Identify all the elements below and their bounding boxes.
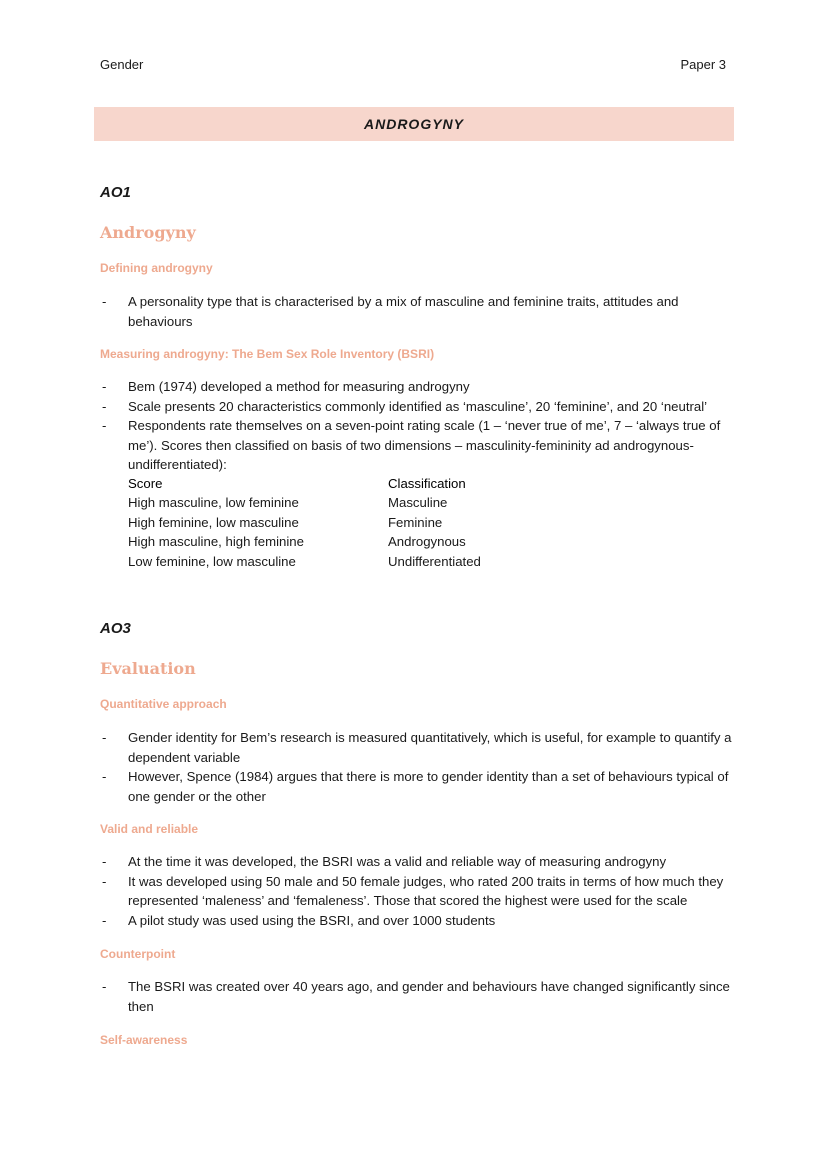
ao3-label: AO3 bbox=[100, 620, 131, 637]
bullet-list-counterpoint bbox=[100, 977, 740, 1016]
bullet-marker: - bbox=[102, 769, 107, 784]
bullet-marker: - bbox=[102, 873, 107, 889]
bullet-marker: - bbox=[102, 418, 107, 433]
table-header-score: Score bbox=[128, 476, 163, 491]
table-cell-score: High masculine, high feminine bbox=[128, 534, 304, 550]
table-cell-score: High feminine, low masculine bbox=[128, 514, 299, 530]
list-item: - A personality type that is characterised by a mix of masculine and feminine traits, attitudes and behaviours bbox=[102, 294, 679, 329]
ao1-heading: Androgyny bbox=[100, 223, 196, 242]
section-title-counterpoint: Counterpoint bbox=[100, 947, 176, 961]
title-banner bbox=[94, 107, 734, 141]
bullet-list-measuring bbox=[100, 377, 740, 475]
bullet-marker: - bbox=[102, 854, 107, 869]
list-item: - Respondents rate themselves on a seven-point rating scale (1 – ‘never true of me’, 7 – ‘always true of me’). Scores then classified on basis of two dimensions – masculinity-femininity ad androgynous-undifferentiated): bbox=[102, 418, 721, 472]
table-cell-score: Low feminine, low masculine bbox=[128, 553, 296, 569]
bullet-marker: - bbox=[102, 979, 107, 994]
list-item: - At the time it was developed, the BSRI was a valid and reliable way of measuring androgyny bbox=[100, 852, 740, 872]
table-row bbox=[128, 532, 481, 551]
table-row bbox=[128, 513, 481, 532]
ao3-heading: Evaluation bbox=[100, 659, 196, 678]
page-title: ANDROGYNY bbox=[363, 116, 464, 132]
section-title-valid: Valid and reliable bbox=[100, 822, 199, 836]
classification-table bbox=[128, 474, 481, 571]
bullet-list-defining bbox=[100, 292, 740, 331]
table-row bbox=[128, 552, 481, 571]
bullet-marker: - bbox=[102, 294, 107, 309]
table-cell-classification: Feminine bbox=[388, 514, 443, 530]
list-item: - However, Spence (1984) argues that there is more to gender identity than a set of behaviours typical of one gender or the other bbox=[102, 769, 729, 804]
table-cell-classification: Undifferentiated bbox=[388, 553, 481, 569]
bullet-marker: - bbox=[102, 912, 107, 928]
table-header-row bbox=[128, 474, 481, 493]
list-item: - The BSRI was created over 40 years ago, and gender and behaviours have changed significantly since then bbox=[102, 979, 730, 1014]
table-header-classification: Classification bbox=[388, 476, 466, 491]
bullet-list-quantitative bbox=[100, 728, 740, 806]
list-item: - It was developed using 50 male and 50 female judges, who rated 200 traits in terms of how much they represented ‘maleness’ and ‘femaleness’. Those that scored the highest were used for the scale bbox=[102, 873, 724, 908]
table-cell-score: High masculine, low feminine bbox=[128, 495, 299, 511]
table-cell-classification: Masculine bbox=[388, 495, 448, 511]
bullet-marker: - bbox=[102, 398, 107, 414]
list-item: - Bem (1974) developed a method for measuring androgyny bbox=[100, 377, 740, 397]
ao1-label: AO1 bbox=[100, 184, 131, 201]
list-item: - Scale presents 20 characteristics commonly identified as ‘masculine’, 20 ‘feminine’, and 20 ‘neutral’ bbox=[100, 397, 740, 417]
bullet-marker: - bbox=[102, 730, 107, 745]
section-title-quantitative: Quantitative approach bbox=[100, 697, 227, 711]
bullet-list-valid bbox=[100, 852, 740, 930]
header-paper: Paper 3 bbox=[680, 57, 726, 72]
bullet-marker: - bbox=[102, 379, 107, 394]
section-title-measuring: Measuring androgyny: The Bem Sex Role Inventory (BSRI) bbox=[100, 347, 435, 361]
section-title-defining: Defining androgyny bbox=[100, 261, 213, 275]
table-cell-classification: Androgynous bbox=[388, 534, 466, 550]
list-item: - A pilot study was used using the BSRI, and over 1000 students bbox=[100, 911, 740, 931]
table-row bbox=[128, 493, 481, 512]
list-item: - Gender identity for Bem’s research is measured quantitatively, which is useful, for example to quantify a dependent variable bbox=[102, 730, 732, 765]
header-subject: Gender bbox=[100, 57, 144, 72]
section-title-self-awareness: Self-awareness bbox=[100, 1033, 188, 1047]
